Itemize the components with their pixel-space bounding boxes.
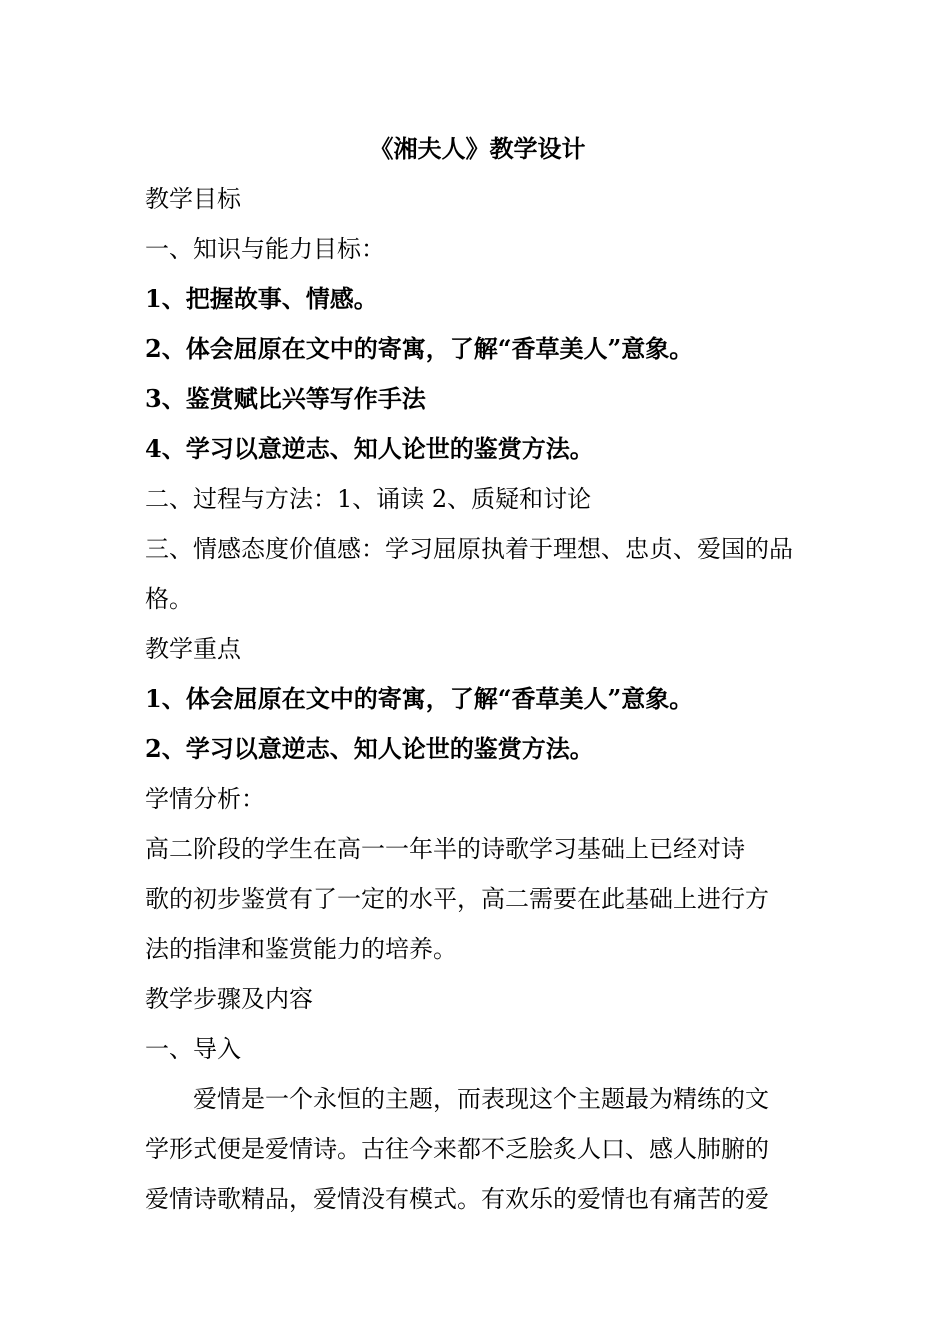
section-heading-focus: 教学重点 bbox=[145, 635, 241, 663]
goal-subheading-emotion: 三、情感态度价值感：学习屈原执着于理想、忠贞、爱国的品 bbox=[145, 535, 793, 563]
section-heading-goals: 教学目标 bbox=[145, 185, 241, 213]
intro-text-line-2: 学形式便是爱情诗。古往今来都不乏脍炙人口、感人肺腑的 bbox=[145, 1135, 769, 1163]
document-title: 《湘夫人》教学设计 bbox=[369, 134, 586, 163]
intro-text-line-3: 爱情诗歌精品，爱情没有模式。有欢乐的爱情也有痛苦的爱 bbox=[145, 1185, 769, 1213]
goal-item-2: 2、体会屈原在文中的寄寓，了解“香草美人”意象。 bbox=[145, 334, 694, 363]
analysis-text-line-2: 歌的初步鉴赏有了一定的水平，高二需要在此基础上进行方 bbox=[145, 885, 769, 913]
goal-item-1: 1、把握故事、情感。 bbox=[145, 284, 378, 313]
goal-subheading-process: 二、过程与方法：1、诵读 2、质疑和讨论 bbox=[145, 485, 592, 513]
focus-item-1: 1、体会屈原在文中的寄寓，了解“香草美人”意象。 bbox=[145, 684, 694, 713]
analysis-text-line-1: 高二阶段的学生在高一一年半的诗歌学习基础上已经对诗 bbox=[145, 835, 745, 863]
section-heading-steps: 教学步骤及内容 bbox=[145, 985, 313, 1013]
goal-subheading-knowledge: 一、知识与能力目标： bbox=[145, 235, 385, 263]
analysis-text-line-3: 法的指津和鉴赏能力的培养。 bbox=[145, 935, 457, 963]
goal-item-3: 3、鉴赏赋比兴等写作手法 bbox=[145, 384, 426, 413]
focus-item-2: 2、学习以意逆志、知人论世的鉴赏方法。 bbox=[145, 734, 594, 763]
goal-subheading-emotion-cont: 格。 bbox=[145, 585, 193, 613]
intro-text-line-1: 爱情是一个永恒的主题，而表现这个主题最为精练的文 bbox=[193, 1085, 769, 1113]
section-heading-analysis: 学情分析： bbox=[145, 785, 265, 813]
document-page bbox=[145, 124, 810, 1224]
step-heading-intro: 一、导入 bbox=[145, 1035, 241, 1063]
goal-item-4: 4、学习以意逆志、知人论世的鉴赏方法。 bbox=[145, 434, 594, 463]
